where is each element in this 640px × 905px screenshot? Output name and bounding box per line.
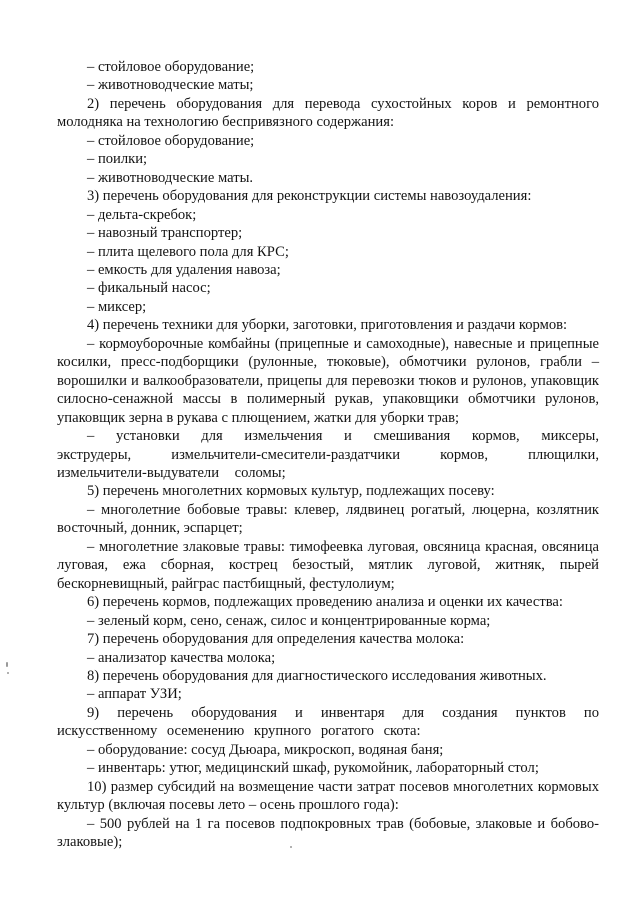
list-item: – навозный транспортер; (87, 225, 243, 242)
section-paragraph: 2) перечень оборудования для перевода сухостойных коров и ремонтного молодняка на технологию беспривязного содержания: (57, 95, 599, 131)
list-item: – животноводческие маты; (87, 77, 254, 94)
list-item: – аппарат УЗИ; (87, 686, 182, 703)
section-paragraph: 10) размер субсидий на возмещение части затрат посевов многолетних кормовых культур (включая посевы лето – осень прошлого года): (57, 778, 599, 814)
list-item: – плита щелевого пола для КРС; (87, 243, 289, 260)
list-item: – многолетние злаковые травы: тимофеевка луговая, овсяница красная, овсяница луговая, ежа сборная, кострец безостый, мятлик луговой, житняк, пырей бескорневищный, райграс пастбищный, фестулолиум; (57, 538, 599, 592)
list-item: – кормоуборочные комбайны (прицепные и самоходные), навесные и прицепные косилки, пресс-подборщики (рулонные, тюковые), обмотчики рулонов, грабли – ворошилки и валкообразователи, прицепы для перевозки тюков и рулонов, упаковщик силосно-сенажной массы в полимерный рукав, упаковщики обмотчики рулонов, упаковщик зерна в рукава с плющением, жатки для уборки трав; (57, 335, 599, 426)
section-paragraph: 6) перечень кормов, подлежащих проведению анализа и оценки их качества: (87, 594, 563, 611)
section-paragraph: 3) перечень оборудования для реконструкции системы навозоудаления: (87, 188, 532, 205)
section-paragraph: 7) перечень оборудования для определения качества молока: (87, 631, 465, 648)
list-item: – фикальный насос; (87, 280, 211, 297)
list-item: – стойловое оборудование; (87, 59, 255, 75)
list-item: – установки для измельчения и смешивания кормов, миксеры, экструдеры, измельчители-смесители-раздатчики кормов, плющилки, измельчители-выдуватели соломы; (57, 428, 599, 481)
section-paragraph: 4) перечень техники для уборки, заготовки, приготовления и раздачи кормов: (87, 317, 568, 334)
list-item: – зеленый корм, сено, сенаж, силос и концентрированные корма; (87, 612, 491, 629)
list-item: – стойловое оборудование; (87, 132, 255, 149)
list-item: – 500 рублей на 1 га посевов подпокровных трав (бобовые, злаковые и бобово-злаковые); (57, 815, 599, 851)
scan-speck (290, 846, 292, 848)
scan-speck (7, 672, 9, 674)
list-item: – анализатор качества молока; (87, 649, 276, 666)
section-paragraph: 9) перечень оборудования и инвентаря для создания пунктов по искусственному осеменению крупного рогатого скота: (57, 704, 599, 740)
list-item: – многолетние бобовые травы: клевер, лядвинец рогатый, люцерна, козлятник восточный, донник, эспарцет; (57, 501, 599, 537)
section-paragraph: 5) перечень многолетних кормовых культур, подлежащих посеву: (87, 483, 495, 500)
section-paragraph: 8) перечень оборудования для диагностического исследования животных. (87, 667, 547, 684)
list-item: – поилки; (87, 151, 148, 168)
list-item: – миксер; (87, 298, 147, 315)
list-item: – животноводческие маты. (87, 169, 254, 186)
list-item: – оборудование: сосуд Дьюара, микроскоп, водяная баня; (87, 741, 444, 758)
list-item: – инвентарь: утюг, медицинский шкаф, рукомойник, лабораторный стол; (87, 760, 539, 777)
scan-speck (6, 662, 8, 667)
document-page (57, 58, 599, 851)
list-item: – емкость для удаления навоза; (87, 261, 281, 278)
list-item: – дельта-скребок; (87, 206, 197, 223)
